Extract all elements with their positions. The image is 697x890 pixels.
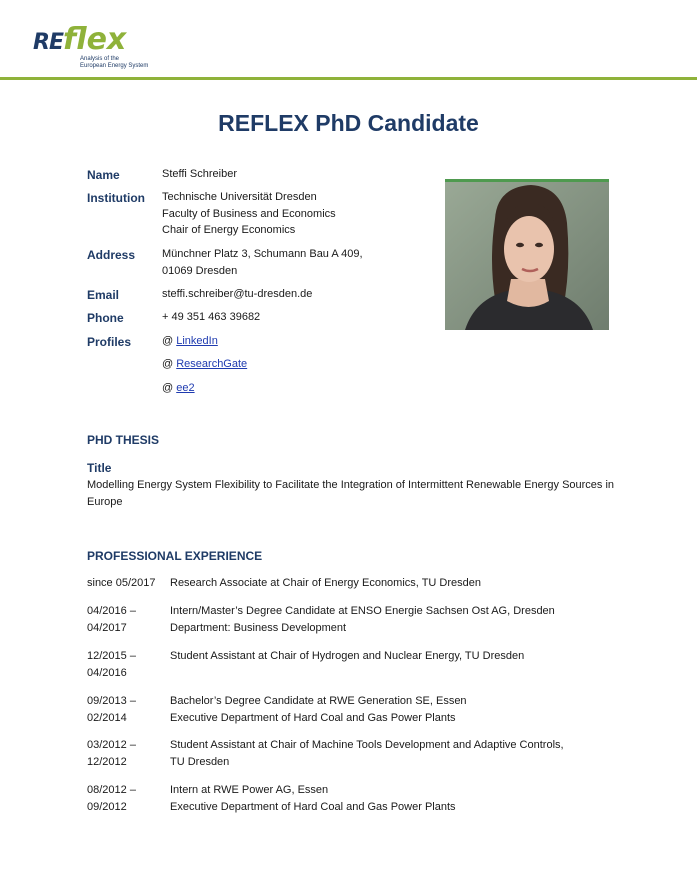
experience-text <box>170 782 456 815</box>
text-line: Executive Department of Hard Coal and Gas Power Plants <box>170 711 456 724</box>
profile-link-row <box>162 333 218 350</box>
profiles-label: Profiles <box>87 335 132 349</box>
experience-date <box>87 575 171 592</box>
text-line: Bachelor’s Degree Candidate at RWE Generation SE, Essen <box>170 695 467 707</box>
text-line: Student Assistant at Chair of Machine Tools Development and Adaptive Controls, <box>170 739 564 751</box>
text-line: Executive Department of Hard Coal and Gas Power Plants <box>170 800 456 813</box>
date-line: 12/2012 <box>87 755 127 768</box>
logo-subtitle-line2: European Energy System <box>80 63 149 69</box>
at-sign: @ <box>162 382 174 394</box>
institution-line: Chair of Energy Economics <box>162 224 296 236</box>
at-sign: @ <box>162 335 174 347</box>
researchgate-link[interactable]: ResearchGate <box>176 358 248 370</box>
experience-date <box>87 782 171 815</box>
phd-thesis-heading: PHD THESIS <box>87 433 160 447</box>
text-line: Student Assistant at Chair of Hydrogen and Nuclear Energy, TU Dresden <box>170 650 525 662</box>
date-line: 12/2015 – <box>87 650 136 662</box>
email-label: Email <box>87 288 120 302</box>
institution-value <box>162 189 336 239</box>
text-line: Research Associate at Chair of Energy Economics, TU Dresden <box>170 577 481 589</box>
address-label: Address <box>87 248 136 262</box>
portrait-photo <box>445 179 609 330</box>
page-title: REFLEX PhD Candidate <box>218 110 479 136</box>
address-value <box>162 246 363 279</box>
name-label: Name <box>87 168 120 182</box>
experience-date <box>87 603 171 636</box>
name-value: Steffi Schreiber <box>162 168 238 180</box>
experience-date <box>87 693 171 726</box>
profile-link-row <box>162 356 247 373</box>
thesis-title-label: Title <box>87 461 112 475</box>
logo-subtitle <box>80 56 148 70</box>
address-line: 01069 Dresden <box>162 264 238 277</box>
logo-re: RE <box>33 30 63 55</box>
text-line: Intern/Master’s Degree Candidate at ENSO Energie Sachsen Ost AG, Dresden <box>170 605 555 617</box>
header-rule <box>0 77 697 80</box>
address-line: Münchner Platz 3, Schumann Bau A 409, <box>162 248 363 260</box>
phone-value: + 49 351 463 39682 <box>162 311 261 323</box>
experience-text <box>170 693 467 726</box>
institution-label: Institution <box>87 191 145 205</box>
date-line: 03/2012 – <box>87 739 136 751</box>
experience-date <box>87 737 171 770</box>
at-sign: @ <box>162 358 174 370</box>
experience-date <box>87 648 171 681</box>
text-line: Department: Business Development <box>170 621 347 634</box>
email-value: steffi.schreiber@tu-dresden.de <box>162 288 313 300</box>
date-line: 04/2017 <box>87 621 127 634</box>
experience-text <box>170 575 481 592</box>
logo-flex: flex <box>62 22 127 57</box>
experience-text <box>170 737 564 770</box>
institution-line: Faculty of Business and Economics <box>162 207 336 220</box>
experience-text <box>170 603 555 636</box>
date-line: since 05/2017 <box>87 577 156 589</box>
date-line: 09/2013 – <box>87 695 136 707</box>
thesis-title-text: Modelling Energy System Flexibility to Facilitate the Integration of Intermittent Renewable Energy Sources in Europe <box>87 479 615 508</box>
ee2-link[interactable]: ee2 <box>176 382 195 394</box>
institution-line: Technische Universität Dresden <box>162 191 317 203</box>
profile-link-row <box>162 380 195 397</box>
professional-experience-heading: PROFESSIONAL EXPERIENCE <box>87 549 263 563</box>
date-line: 02/2014 <box>87 711 127 724</box>
text-line: Intern at RWE Power AG, Essen <box>170 784 329 796</box>
date-line: 04/2016 – <box>87 605 136 617</box>
text-line: TU Dresden <box>170 755 230 768</box>
reflex-logo <box>33 22 173 70</box>
date-line: 08/2012 – <box>87 784 136 796</box>
date-line: 04/2016 <box>87 666 127 679</box>
date-line: 09/2012 <box>87 800 127 813</box>
logo-subtitle-line1: Analysis of the <box>80 56 120 62</box>
phone-label: Phone <box>87 311 124 325</box>
linkedin-link[interactable]: LinkedIn <box>176 335 218 347</box>
logo-wordmark <box>33 22 126 57</box>
experience-text <box>170 648 524 665</box>
